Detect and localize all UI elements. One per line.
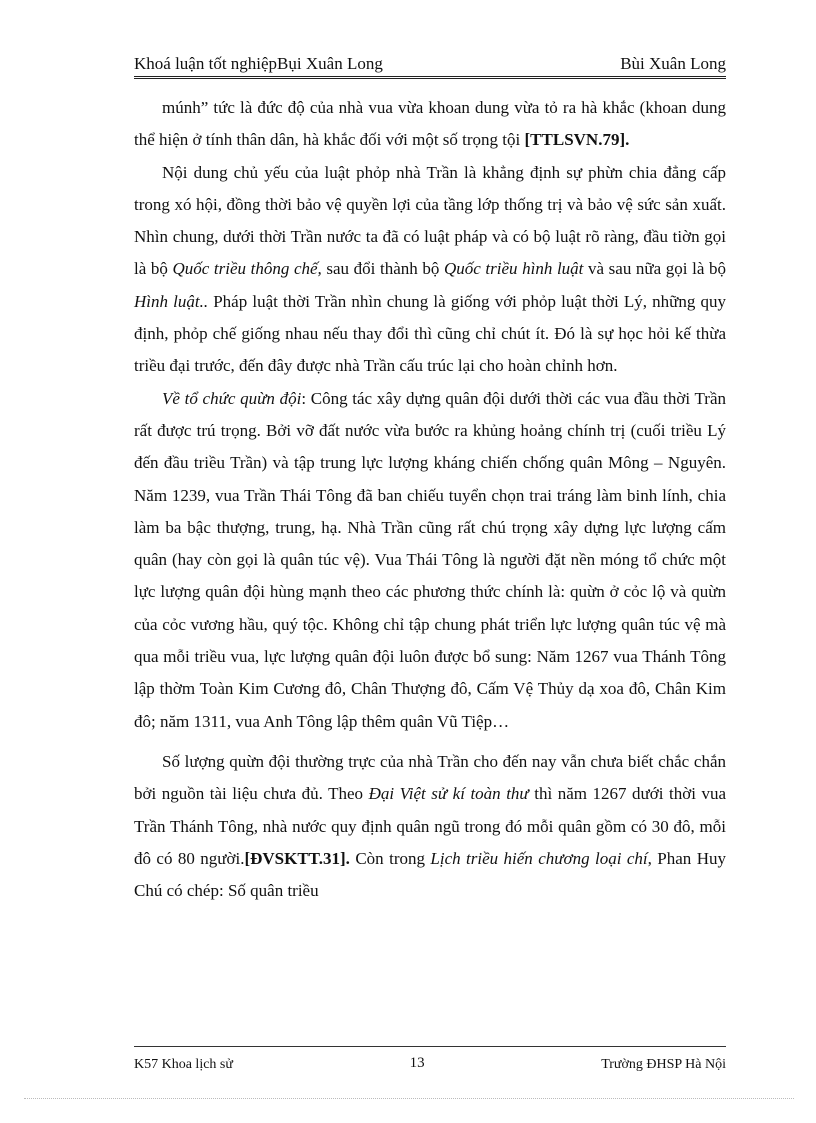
paragraph-4-text-3: Còn trong	[349, 848, 431, 868]
book-title-hinh-luat: Hình luật..	[134, 291, 209, 311]
page-header	[134, 48, 726, 79]
paragraph-2-text-4: Pháp luật thời Trần nhìn chung là giống với phỏp luật thời Lý, những quy định, phỏp chế giống nhau nếu thay đổi thì cũng chỉ chút ít. Đó là sự học hỏi kế thừa triều đại trước, đến đây được nhà Trần cấu trúc lại cho hoàn chỉnh hơn.	[134, 291, 726, 376]
page-bottom-rule	[24, 1098, 794, 1099]
citation-dvsktt: [ĐVSKTT.31].	[244, 848, 350, 868]
body-text	[134, 92, 726, 907]
citation-ttlsvn: [TTLSVN.79].	[524, 130, 630, 150]
header-author: Bùi Xuân Long	[620, 54, 726, 73]
paragraph-2-text-1: Nội dung chủ yếu của luật phỏp nhà Trần là khẳng định sự phừn chia đẳng cấp trong xó hội, đồng thời bảo vệ quyền lợi của tầng lớp thống trị và bảo vệ sức sản xuất. Nhìn chung, dưới thời Trần nước ta đã có luật pháp và có bộ luật rõ ràng, đầu tiờn gọi là bộ	[134, 162, 726, 279]
paragraph-2-text-2: sau đổi thành bộ	[321, 259, 444, 279]
header-title: Khoá luận tốt nghiệpBụi Xuân Long	[134, 54, 383, 73]
footer-department: K57 Khoa lịch sử	[134, 1057, 233, 1072]
paragraph-2-text-3: và sau nữa gọi là bộ	[583, 259, 726, 279]
book-title-quoc-trieu-hinh-luat: Quốc triều hình luật	[443, 259, 584, 279]
page-number: 13	[409, 1055, 425, 1071]
paragraph-4-text-4: , Phan Huy Chú có chép: Số quân triều	[134, 848, 726, 901]
section-heading-military: Về tổ chức quừn đội	[162, 388, 302, 408]
book-title-lich-trieu: Lịch triều hiến chương loại chí	[430, 848, 648, 868]
paragraph-4-text-2: thì năm 1267 dưới thời vua Trần Thánh Tông, nhà nước quy định quân ngũ trong đó mỗi quân gồm có 30 đô, mỗi đô có 80 người.	[134, 784, 727, 868]
book-title-quoc-trieu-thong-che: Quốc triều thông chế,	[172, 259, 322, 279]
paragraph-3-text: : Công tác xây dựng quân đội dưới thời các vua đầu thời Trần rất được trú trọng. Bởi vỡ đất nước vừa bước ra khủng hoảng chính trị (cuối triều Lý đến đầu triều Trần) và tập trung lực lượng kháng chiến chống quân Mông – Nguyên. Năm 1239, vua Trần Thái Tông đã ban chiếu tuyển chọn trai tráng làm binh lính, chia làm ba bậc thượng, trung, hạ. Nhà Trần cũng rất chú trọng xây dựng lực lượng cấm quân (hay còn gọi là quân túc vệ). Vua Thái Tông là người đặt nền móng tổ chức một lực lượng quân đội hùng mạnh theo các phương thức chính là: quừn ở cỏc lộ và quừn của cỏc vương hầu, quý tộc. Không chỉ tập chung phát triển lực lượng quân túc vệ mà qua mỗi triều vua, lực lượng quân đội luôn được bổ sung: Năm 1267 vua Thánh Tông lập thờm Toàn Kim Cương đô, Chân Thượng đô, Cấm Vệ Thủy dạ xoa đô, Chân Kim đô; năm 1311, vua Anh Tông lập thêm quân Vũ Tiệp…	[134, 388, 726, 731]
paragraph-1-text: múnh” tức là đức độ của nhà vua vừa khoan dung vừa tỏ ra hà khắc (khoan dung thể hiện ở tính thân dân, hà khắc đối với một số trọng tội	[134, 98, 726, 150]
paragraph-4	[134, 746, 726, 907]
page-footer	[134, 1046, 726, 1073]
footer-university: Trường ĐHSP Hà Nội	[601, 1057, 726, 1072]
paragraph-2	[134, 157, 726, 383]
paragraph-3	[134, 383, 726, 738]
paragraph-1	[134, 92, 726, 157]
book-title-dai-viet-su-ki: Đại Việt sử kí toàn thư	[368, 784, 529, 804]
paragraph-4-text-1: Số lượng quừn đội thường trực của nhà Trần cho đến nay vẫn chưa biết chắc chắn bởi nguồn tài liệu chưa đủ. Theo	[134, 751, 726, 804]
